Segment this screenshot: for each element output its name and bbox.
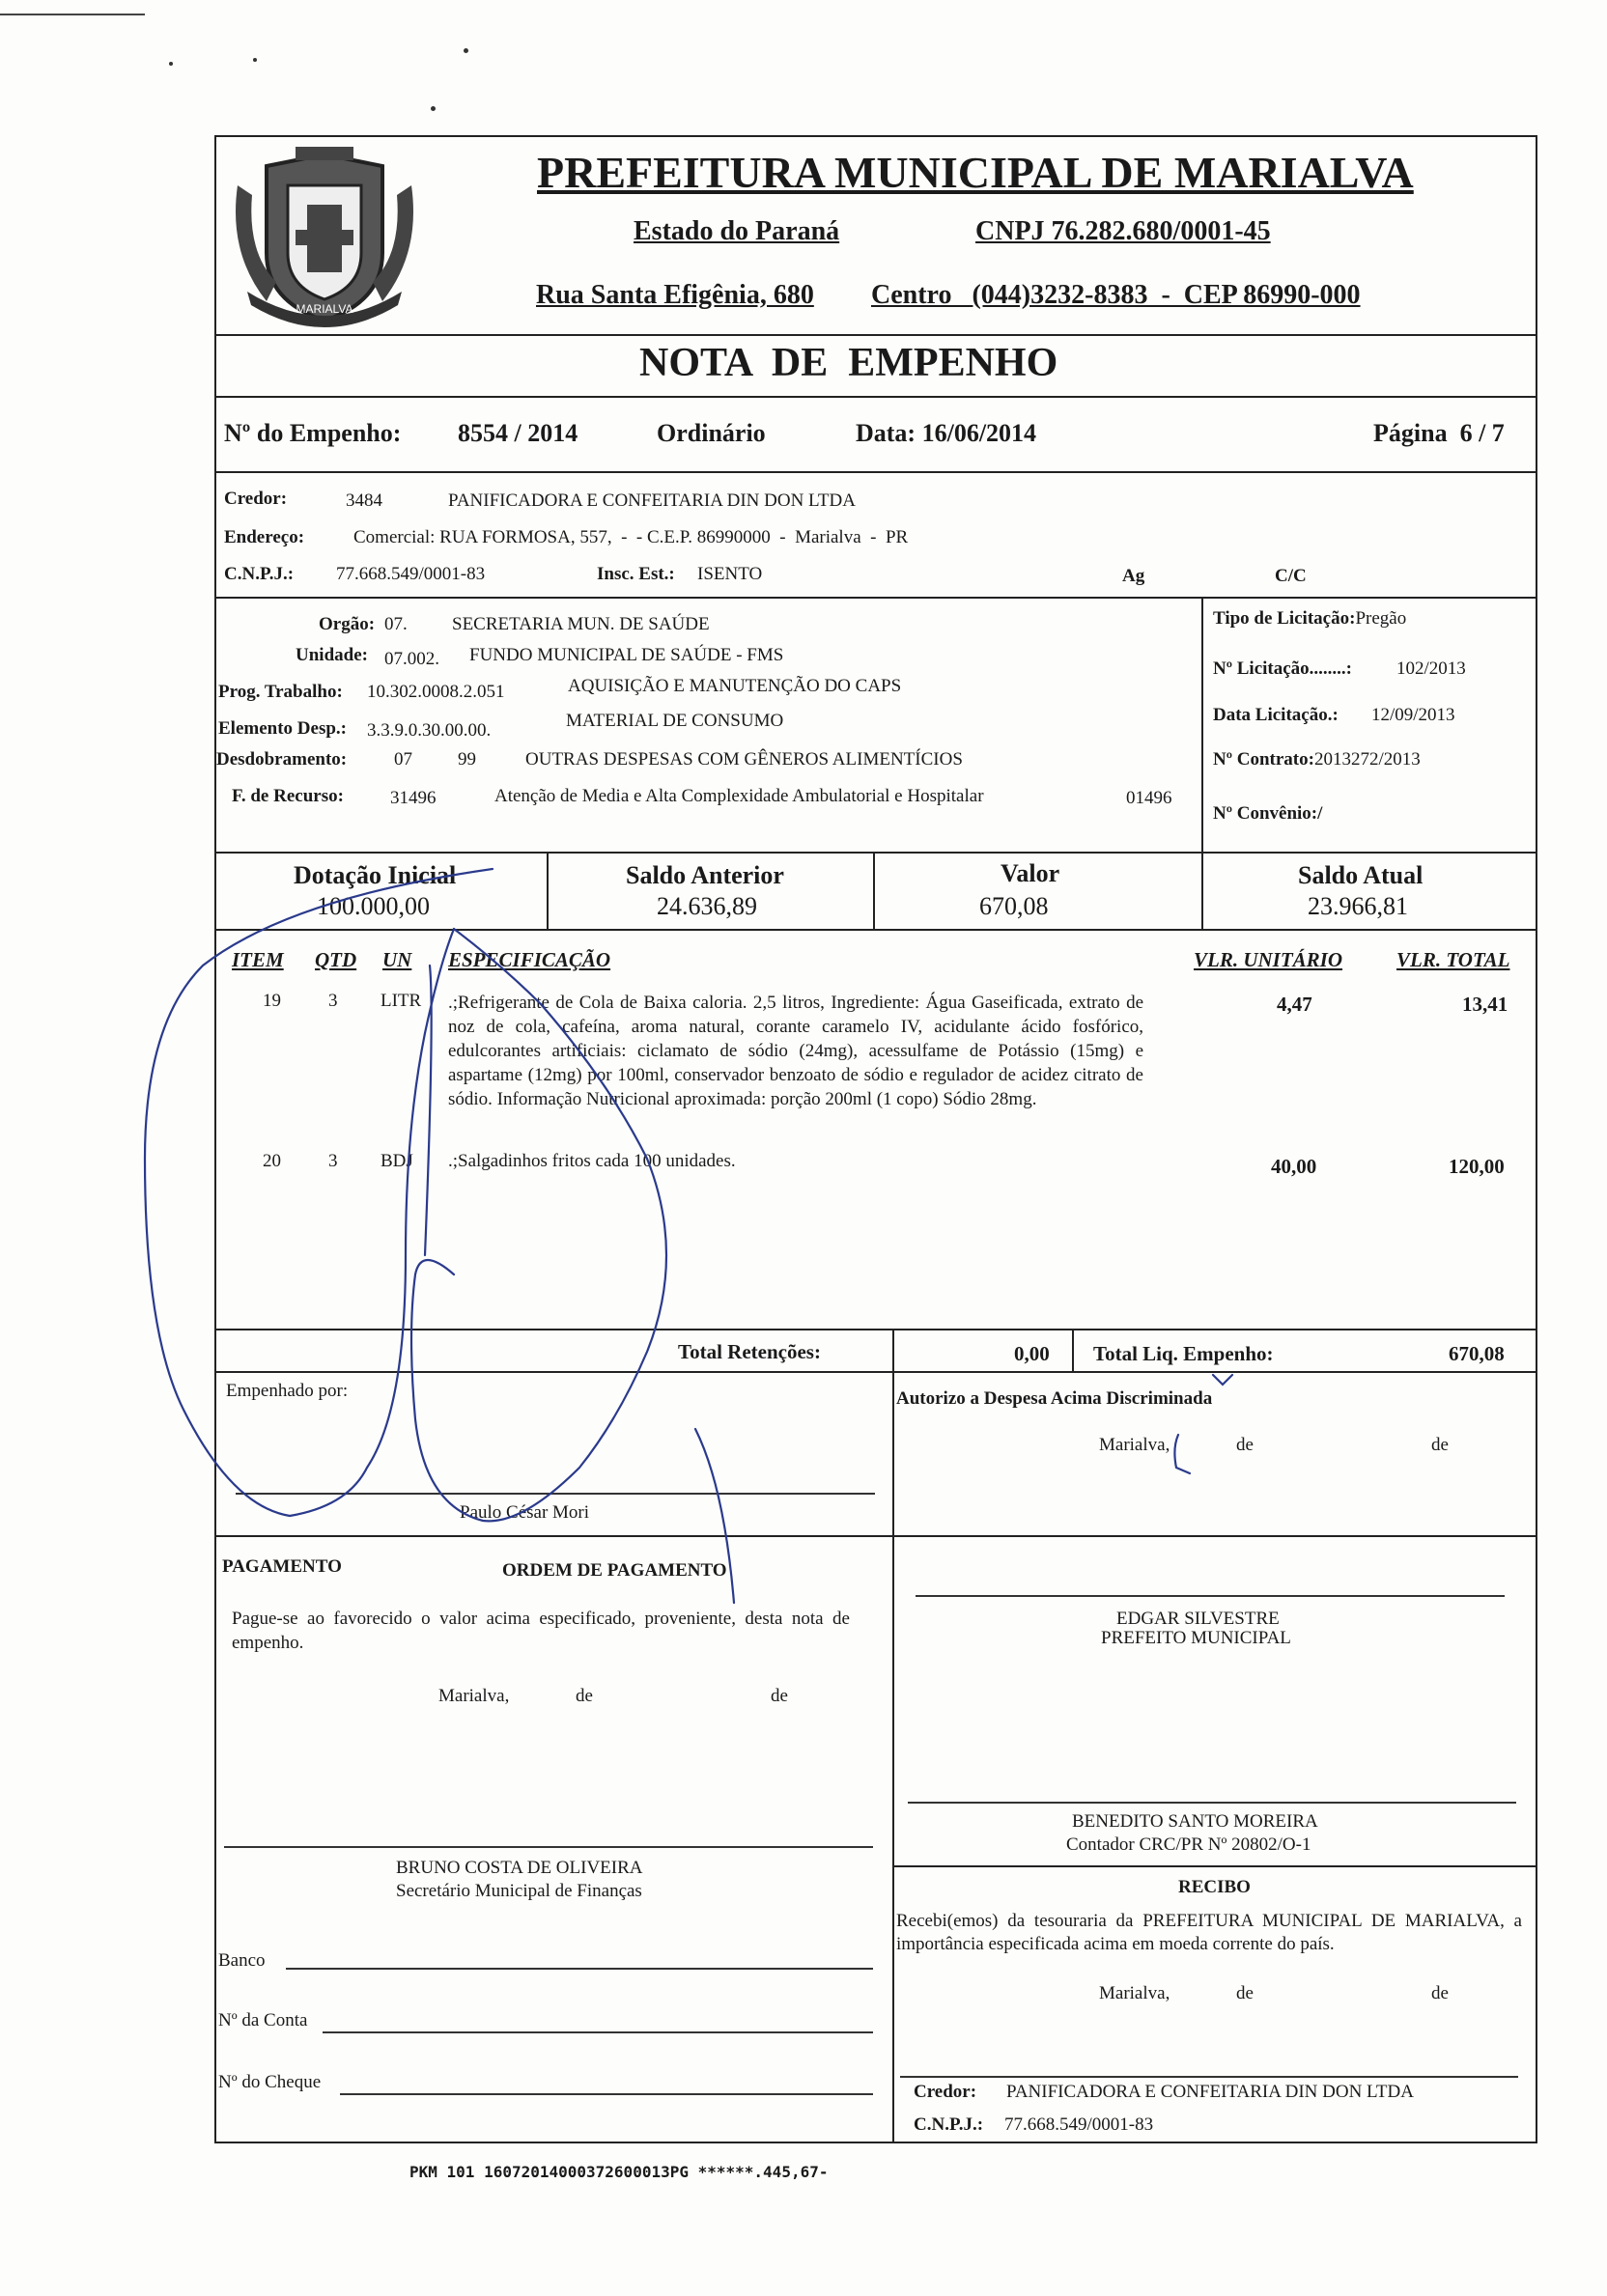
signature-line-financas [224,1846,873,1848]
endereco-label: Endereço: [224,527,305,547]
recurso-label: F. de Recurso: [232,786,344,806]
recibo-cnpj-label: C.N.P.J.: [914,2114,984,2135]
elemento-value: MATERIAL DE CONSUMO [566,711,784,731]
cnpj-label: C.N.P.J.: [224,564,295,584]
autorizo-city: Marialva, [1099,1435,1170,1455]
item-20-qtd: 3 [328,1151,338,1171]
insc-value: ISENTO [697,564,763,584]
credor-name: PANIFICADORA E CONFEITARIA DIN DON LTDA [448,490,856,511]
credor-label: Credor: [224,489,288,509]
contador-name: BENEDITO SANTO MOREIRA [1072,1811,1318,1832]
divider [1072,1329,1074,1371]
scan-dust [169,62,173,66]
scan-dust [464,48,468,53]
divider [214,471,1537,473]
divider [214,396,1537,398]
signature-line-recibo [900,2076,1518,2078]
desdobramento-a: 07 [394,749,412,770]
col-un: UN [382,948,412,971]
col-total: VLR. TOTAL [1396,948,1510,971]
saldo-anterior-label: Saldo Anterior [626,861,784,889]
street-address: Rua Santa Efigênia, 680 [536,280,814,310]
recibo-text: Recebi(emos) da tesouraria da PREFEITURA MUNICIPAL DE MARIALVA, a importância especificada acima em moeda corrente do país. [896,1911,1522,1954]
municipality-title: PREFEITURA MUNICIPAL DE MARIALVA [537,148,1414,197]
col-qtd: QTD [315,948,357,971]
empenho-type: Ordinário [657,419,766,447]
item-19-total: 13,41 [1462,993,1508,1016]
credor-code: 3484 [346,490,382,511]
retencoes-value: 0,00 [1014,1342,1050,1365]
prefeito-name: EDGAR SILVESTRE [1116,1609,1280,1629]
item-19-qtd: 3 [328,991,338,1011]
licitacao-number-value: 102/2013 [1396,658,1466,679]
valor-value: 670,08 [979,892,1049,920]
payment-de2: de [771,1686,788,1706]
data-licitacao-value: 12/09/2013 [1371,705,1455,725]
cheque-label: Nº do Cheque [218,2072,322,2092]
contrato-label [1213,749,1421,770]
address-contact: Centro (044)3232-8383 - CEP 86990-000 [871,280,1361,310]
liquido-value: 670,08 [1449,1342,1505,1365]
col-item: ITEM [232,948,284,971]
divider [1201,852,1203,929]
divider [892,1371,894,1535]
item-19-spec: .;Refrigerante de Cola de Baixa caloria. 2,5 litros, Ingrediente: Água Gaseificada, extrato de noz de cola, cafeína, aroma natural, corante caramelo IV, acidulante ácido fosfórico, edulcorantes artificiais: ciclamato de sódio (24mg), acessulfame de Potássio (15mg) e aspartame (12mg) por 100ml, conservador benzoato de sódio e regulador de acidez citrato de sódio. Informação Nutricional aproximada: porção 200ml (1 copo) Sódio 28mg. [448,993,1143,1109]
account-label: C/C [1275,566,1307,586]
unidade-value: FUNDO MUNICIPAL DE SAÚDE - FMS [469,645,784,665]
item-20-un: BDJ [381,1151,413,1171]
col-especificacao: ESPECIFICAÇÃO [448,948,611,971]
recibo-city: Marialva, [1099,1983,1170,2003]
item-20-unit-price: 40,00 [1271,1155,1317,1178]
recibo-credor-value: PANIFICADORA E CONFEITARIA DIN DON LTDA [1006,2082,1414,2102]
conta-label: Nº da Conta [218,2010,308,2030]
recibo-de1: de [1236,1983,1254,2003]
svg-text:MARIALVA: MARIALVA [296,302,353,316]
divider [892,1865,1537,1867]
recurso-value: Atenção de Media e Alta Complexidade Ambulatorial e Hospitalar [494,786,984,806]
saldo-atual-label: Saldo Atual [1298,861,1424,889]
unidade-label: Unidade: [296,645,368,665]
item-20-spec: .;Salgadinhos fritos cada 100 unidades. [448,1151,736,1171]
elemento-label: Elemento Desp.: [218,718,347,739]
prefeito-role: PREFEITO MUNICIPAL [1101,1628,1291,1648]
elemento-code: 3.3.9.0.30.00.00. [367,720,492,741]
divider [214,852,1537,854]
orgao-code: 07. [384,614,408,634]
prog-code: 10.302.0008.2.051 [367,682,505,702]
coat-of-arms-logo [228,147,421,330]
financas-name: BRUNO COSTA DE OLIVEIRA [396,1858,643,1878]
desdobramento-b: 99 [458,749,476,770]
state-name: Estado do Paraná [634,216,840,246]
empenhado-name: Paulo César Mori [460,1502,590,1523]
cheque-field-line[interactable] [340,2093,873,2095]
licitacao-number-label: Nº Licitação........: [1213,658,1352,679]
unidade-code: 07.002. [384,649,439,669]
payment-de1: de [576,1686,593,1706]
saldo-anterior-value: 24.636,89 [657,892,757,920]
item-19-un: LITR [381,991,422,1011]
footer-bank-code: PKM 101 16072014000372600013PG ******.445,67- [409,2163,829,2181]
prog-value: AQUISIÇÃO E MANUTENÇÃO DO CAPS [568,676,902,696]
divider [547,852,549,929]
divider [892,1329,894,1371]
item-19-number: 19 [263,991,281,1011]
endereco-value: Comercial: RUA FORMOSA, 557, - - C.E.P. 86990000 - Marialva - PR [353,527,909,547]
orgao-value: SECRETARIA MUN. DE SAÚDE [452,614,710,634]
pagamento-label: PAGAMENTO [222,1556,342,1577]
banco-label: Banco [218,1950,266,1971]
prog-label: Prog. Trabalho: [218,682,343,702]
contrato-label-text: Nº Contrato: [1213,749,1314,770]
signature-line-contador [908,1802,1516,1804]
autorizo-de1: de [1236,1435,1254,1455]
tipo-licitacao-label [1213,608,1406,630]
item-19-unit-price: 4,47 [1277,993,1312,1016]
agency-label: Ag [1122,566,1145,586]
tipo-licitacao-value: Pregão [1355,608,1407,629]
signature-line-prefeito [916,1595,1505,1597]
contrato-value: 2013272/2013 [1313,749,1421,770]
contador-role: Contador CRC/PR Nº 20802/O-1 [1066,1834,1311,1855]
recibo-credor-label: Credor: [914,2082,977,2102]
divider [214,1329,1537,1330]
financas-role: Secretário Municipal de Finanças [396,1881,642,1901]
autorizo-de2: de [1431,1435,1449,1455]
tipo-licitacao-label-text: Tipo de Licitação: [1213,608,1356,629]
divider [214,1371,1537,1373]
scan-edge-line [0,14,145,15]
orgao-label: Orgão: [319,614,376,634]
item-20-number: 20 [263,1151,281,1171]
banco-field-line[interactable] [286,1968,873,1970]
cnpj-value: 77.668.549/0001-83 [336,564,486,584]
recibo-cnpj-value: 77.668.549/0001-83 [1004,2114,1154,2135]
divider [214,1535,1537,1537]
item-20-total: 120,00 [1449,1155,1505,1178]
recibo-title: RECIBO [1178,1877,1251,1897]
dotacao-label: Dotação Inicial [294,861,457,889]
page-number: Página 6 / 7 [1373,419,1505,447]
liquido-label: Total Liq. Empenho: [1093,1342,1274,1365]
empenho-label: Nº do Empenho: [224,419,402,447]
autorizo-text: Autorizo a Despesa Acima Discriminada [896,1388,1213,1409]
desdobramento-value: OUTRAS DESPESAS COM GÊNEROS ALIMENTÍCIOS [525,749,963,770]
insc-label: Insc. Est.: [597,564,675,584]
divider [214,334,1537,336]
ordem-pagamento-label: ORDEM DE PAGAMENTO [502,1560,727,1581]
divider [892,1535,894,2143]
valor-label: Valor [1001,859,1060,887]
recurso-code: 31496 [390,788,437,808]
divider [873,852,875,929]
data-licitacao-label: Data Licitação.: [1213,705,1339,725]
divider [1201,597,1203,852]
col-unit-price: VLR. UNITÁRIO [1194,948,1343,971]
divider [214,929,1537,931]
empenhado-label: Empenhado por: [226,1381,349,1401]
retencoes-label: Total Retenções: [678,1340,821,1363]
empenho-number: 8554 / 2014 [458,419,578,447]
empenho-date: Data: 16/06/2014 [856,419,1037,447]
dotacao-value: 100.000,00 [317,892,430,920]
municipality-cnpj: CNPJ 76.282.680/0001-45 [975,216,1271,246]
scan-dust [431,106,436,111]
divider [214,597,1537,599]
signature-line-empenhado [236,1493,875,1495]
scan-dust [253,58,257,62]
recibo-de2: de [1431,1983,1449,2003]
recurso-number: 01496 [1126,788,1172,808]
saldo-atual-value: 23.966,81 [1308,892,1408,920]
convenio-label: Nº Convênio:/ [1213,803,1323,824]
pague-se-text: Pague-se ao favorecido o valor acima especificado, proveniente, desta nota de empenho. [232,1609,850,1653]
payment-city: Marialva, [438,1686,510,1706]
conta-field-line[interactable] [323,2031,873,2033]
desdobramento-label: Desdobramento: [216,749,348,770]
document-title: NOTA DE EMPENHO [639,341,1058,385]
